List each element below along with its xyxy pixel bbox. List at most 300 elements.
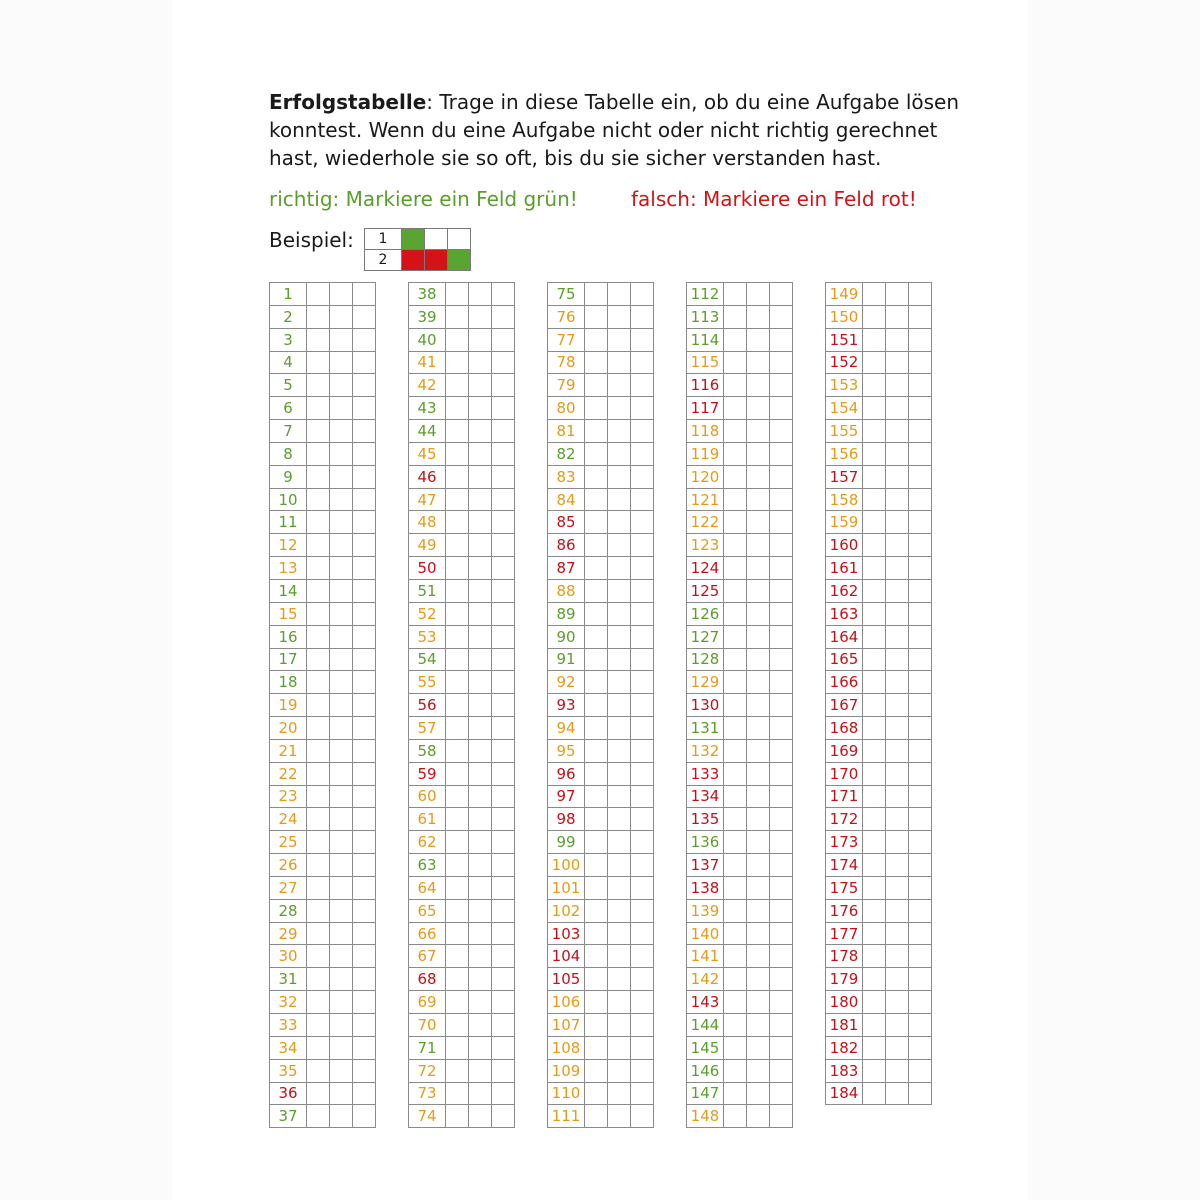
result-cell[interactable] (469, 511, 492, 534)
result-cell[interactable] (608, 328, 631, 351)
result-cell[interactable] (330, 1036, 353, 1059)
result-cell[interactable] (585, 648, 608, 671)
result-cell[interactable] (492, 351, 515, 374)
result-cell[interactable] (446, 899, 469, 922)
result-cell[interactable] (469, 420, 492, 443)
result-cell[interactable] (446, 1082, 469, 1105)
result-cell[interactable] (307, 579, 330, 602)
result-cell[interactable] (492, 831, 515, 854)
result-cell[interactable] (330, 442, 353, 465)
result-cell[interactable] (724, 648, 747, 671)
result-cell[interactable] (863, 534, 886, 557)
result-cell[interactable] (909, 1036, 932, 1059)
result-cell[interactable] (307, 899, 330, 922)
result-cell[interactable] (469, 488, 492, 511)
result-cell[interactable] (770, 717, 793, 740)
result-cell[interactable] (446, 625, 469, 648)
result-cell[interactable] (747, 876, 770, 899)
result-cell[interactable] (747, 968, 770, 991)
result-cell[interactable] (330, 351, 353, 374)
result-cell[interactable] (353, 785, 376, 808)
result-cell[interactable] (724, 305, 747, 328)
result-cell[interactable] (724, 397, 747, 420)
result-cell[interactable] (585, 1082, 608, 1105)
result-cell[interactable] (330, 785, 353, 808)
result-cell[interactable] (446, 876, 469, 899)
result-cell[interactable] (492, 762, 515, 785)
result-cell[interactable] (886, 602, 909, 625)
result-cell[interactable] (770, 671, 793, 694)
result-cell[interactable] (909, 465, 932, 488)
result-cell[interactable] (886, 717, 909, 740)
result-cell[interactable] (585, 305, 608, 328)
result-cell[interactable] (608, 1082, 631, 1105)
result-cell[interactable] (886, 625, 909, 648)
result-cell[interactable] (724, 762, 747, 785)
result-cell[interactable] (863, 1014, 886, 1037)
result-cell[interactable] (353, 557, 376, 580)
result-cell[interactable] (608, 420, 631, 443)
result-cell[interactable] (585, 602, 608, 625)
result-cell[interactable] (886, 328, 909, 351)
result-cell[interactable] (446, 420, 469, 443)
result-cell[interactable] (886, 762, 909, 785)
result-cell[interactable] (863, 442, 886, 465)
result-cell[interactable] (469, 785, 492, 808)
result-cell[interactable] (469, 739, 492, 762)
result-cell[interactable] (863, 785, 886, 808)
result-cell[interactable] (724, 534, 747, 557)
result-cell[interactable] (446, 602, 469, 625)
result-cell[interactable] (353, 922, 376, 945)
result-cell[interactable] (492, 305, 515, 328)
result-cell[interactable] (353, 945, 376, 968)
result-cell[interactable] (770, 465, 793, 488)
result-cell[interactable] (307, 1014, 330, 1037)
result-cell[interactable] (608, 922, 631, 945)
result-cell[interactable] (724, 831, 747, 854)
result-cell[interactable] (353, 739, 376, 762)
result-cell[interactable] (608, 534, 631, 557)
result-cell[interactable] (909, 442, 932, 465)
result-cell[interactable] (353, 374, 376, 397)
result-cell[interactable] (608, 648, 631, 671)
result-cell[interactable] (353, 899, 376, 922)
result-cell[interactable] (724, 442, 747, 465)
result-cell[interactable] (863, 717, 886, 740)
result-cell[interactable] (353, 876, 376, 899)
result-cell[interactable] (863, 854, 886, 877)
result-cell[interactable] (886, 739, 909, 762)
result-cell[interactable] (770, 968, 793, 991)
result-cell[interactable] (330, 876, 353, 899)
result-cell[interactable] (886, 283, 909, 306)
result-cell[interactable] (863, 420, 886, 443)
result-cell[interactable] (469, 374, 492, 397)
result-cell[interactable] (770, 374, 793, 397)
result-cell[interactable] (863, 945, 886, 968)
result-cell[interactable] (886, 374, 909, 397)
result-cell[interactable] (724, 1036, 747, 1059)
result-cell[interactable] (747, 534, 770, 557)
result-cell[interactable] (469, 1059, 492, 1082)
result-cell[interactable] (863, 648, 886, 671)
result-cell[interactable] (608, 717, 631, 740)
result-cell[interactable] (330, 602, 353, 625)
result-cell[interactable] (469, 625, 492, 648)
result-cell[interactable] (585, 579, 608, 602)
result-cell[interactable] (585, 351, 608, 374)
result-cell[interactable] (909, 397, 932, 420)
result-cell[interactable] (724, 739, 747, 762)
result-cell[interactable] (747, 762, 770, 785)
result-cell[interactable] (307, 557, 330, 580)
result-cell[interactable] (747, 374, 770, 397)
result-cell[interactable] (770, 534, 793, 557)
result-cell[interactable] (446, 1059, 469, 1082)
result-cell[interactable] (747, 625, 770, 648)
result-cell[interactable] (863, 671, 886, 694)
result-cell[interactable] (353, 671, 376, 694)
result-cell[interactable] (608, 1059, 631, 1082)
result-cell[interactable] (909, 602, 932, 625)
result-cell[interactable] (863, 808, 886, 831)
result-cell[interactable] (631, 351, 654, 374)
result-cell[interactable] (353, 351, 376, 374)
result-cell[interactable] (631, 831, 654, 854)
result-cell[interactable] (747, 739, 770, 762)
result-cell[interactable] (353, 717, 376, 740)
result-cell[interactable] (492, 968, 515, 991)
result-cell[interactable] (886, 899, 909, 922)
result-cell[interactable] (446, 305, 469, 328)
result-cell[interactable] (585, 808, 608, 831)
result-cell[interactable] (909, 945, 932, 968)
result-cell[interactable] (353, 694, 376, 717)
result-cell[interactable] (353, 831, 376, 854)
result-cell[interactable] (724, 283, 747, 306)
result-cell[interactable] (886, 945, 909, 968)
result-cell[interactable] (353, 420, 376, 443)
result-cell[interactable] (469, 762, 492, 785)
result-cell[interactable] (747, 899, 770, 922)
result-cell[interactable] (307, 876, 330, 899)
result-cell[interactable] (747, 854, 770, 877)
result-cell[interactable] (909, 899, 932, 922)
result-cell[interactable] (724, 922, 747, 945)
result-cell[interactable] (585, 831, 608, 854)
result-cell[interactable] (747, 420, 770, 443)
result-cell[interactable] (353, 465, 376, 488)
result-cell[interactable] (608, 1105, 631, 1128)
result-cell[interactable] (747, 602, 770, 625)
result-cell[interactable] (909, 283, 932, 306)
result-cell[interactable] (747, 1082, 770, 1105)
result-cell[interactable] (446, 1036, 469, 1059)
result-cell[interactable] (724, 717, 747, 740)
result-cell[interactable] (909, 785, 932, 808)
result-cell[interactable] (608, 899, 631, 922)
result-cell[interactable] (863, 876, 886, 899)
result-cell[interactable] (608, 351, 631, 374)
result-cell[interactable] (886, 579, 909, 602)
result-cell[interactable] (446, 739, 469, 762)
result-cell[interactable] (886, 351, 909, 374)
result-cell[interactable] (492, 1036, 515, 1059)
result-cell[interactable] (446, 442, 469, 465)
result-cell[interactable] (886, 488, 909, 511)
result-cell[interactable] (631, 397, 654, 420)
result-cell[interactable] (608, 625, 631, 648)
result-cell[interactable] (909, 1082, 932, 1105)
result-cell[interactable] (446, 648, 469, 671)
result-cell[interactable] (631, 762, 654, 785)
result-cell[interactable] (724, 968, 747, 991)
result-cell[interactable] (330, 694, 353, 717)
result-cell[interactable] (469, 397, 492, 420)
result-cell[interactable] (446, 1014, 469, 1037)
result-cell[interactable] (909, 305, 932, 328)
result-cell[interactable] (330, 557, 353, 580)
result-cell[interactable] (770, 420, 793, 443)
result-cell[interactable] (585, 534, 608, 557)
result-cell[interactable] (909, 739, 932, 762)
result-cell[interactable] (886, 1036, 909, 1059)
result-cell[interactable] (492, 397, 515, 420)
result-cell[interactable] (585, 442, 608, 465)
result-cell[interactable] (747, 694, 770, 717)
result-cell[interactable] (307, 351, 330, 374)
result-cell[interactable] (770, 808, 793, 831)
result-cell[interactable] (446, 854, 469, 877)
result-cell[interactable] (863, 625, 886, 648)
result-cell[interactable] (446, 511, 469, 534)
result-cell[interactable] (747, 465, 770, 488)
result-cell[interactable] (724, 351, 747, 374)
result-cell[interactable] (724, 1014, 747, 1037)
result-cell[interactable] (353, 1105, 376, 1128)
result-cell[interactable] (608, 465, 631, 488)
result-cell[interactable] (446, 465, 469, 488)
result-cell[interactable] (863, 1059, 886, 1082)
result-cell[interactable] (770, 283, 793, 306)
result-cell[interactable] (330, 465, 353, 488)
result-cell[interactable] (747, 648, 770, 671)
result-cell[interactable] (353, 397, 376, 420)
result-cell[interactable] (863, 1036, 886, 1059)
result-cell[interactable] (307, 717, 330, 740)
result-cell[interactable] (770, 1036, 793, 1059)
result-cell[interactable] (446, 785, 469, 808)
result-cell[interactable] (631, 876, 654, 899)
result-cell[interactable] (585, 899, 608, 922)
result-cell[interactable] (307, 602, 330, 625)
result-cell[interactable] (631, 305, 654, 328)
result-cell[interactable] (307, 922, 330, 945)
result-cell[interactable] (863, 351, 886, 374)
result-cell[interactable] (770, 625, 793, 648)
result-cell[interactable] (585, 374, 608, 397)
result-cell[interactable] (770, 1105, 793, 1128)
result-cell[interactable] (631, 1014, 654, 1037)
result-cell[interactable] (608, 488, 631, 511)
result-cell[interactable] (863, 1082, 886, 1105)
result-cell[interactable] (631, 671, 654, 694)
result-cell[interactable] (492, 579, 515, 602)
result-cell[interactable] (353, 762, 376, 785)
result-cell[interactable] (770, 648, 793, 671)
result-cell[interactable] (724, 579, 747, 602)
result-cell[interactable] (330, 305, 353, 328)
result-cell[interactable] (307, 1059, 330, 1082)
result-cell[interactable] (585, 1014, 608, 1037)
result-cell[interactable] (608, 762, 631, 785)
result-cell[interactable] (353, 808, 376, 831)
result-cell[interactable] (492, 1105, 515, 1128)
result-cell[interactable] (909, 922, 932, 945)
result-cell[interactable] (863, 922, 886, 945)
result-cell[interactable] (469, 1036, 492, 1059)
result-cell[interactable] (886, 648, 909, 671)
result-cell[interactable] (446, 1105, 469, 1128)
result-cell[interactable] (631, 557, 654, 580)
result-cell[interactable] (863, 968, 886, 991)
result-cell[interactable] (585, 328, 608, 351)
result-cell[interactable] (886, 442, 909, 465)
result-cell[interactable] (863, 739, 886, 762)
result-cell[interactable] (631, 968, 654, 991)
result-cell[interactable] (307, 465, 330, 488)
result-cell[interactable] (585, 511, 608, 534)
result-cell[interactable] (886, 922, 909, 945)
result-cell[interactable] (492, 374, 515, 397)
result-cell[interactable] (330, 283, 353, 306)
result-cell[interactable] (330, 374, 353, 397)
result-cell[interactable] (724, 488, 747, 511)
result-cell[interactable] (631, 717, 654, 740)
result-cell[interactable] (747, 1036, 770, 1059)
result-cell[interactable] (863, 762, 886, 785)
result-cell[interactable] (469, 694, 492, 717)
result-cell[interactable] (608, 785, 631, 808)
result-cell[interactable] (631, 922, 654, 945)
result-cell[interactable] (909, 420, 932, 443)
result-cell[interactable] (492, 488, 515, 511)
result-cell[interactable] (492, 876, 515, 899)
result-cell[interactable] (492, 328, 515, 351)
result-cell[interactable] (631, 283, 654, 306)
result-cell[interactable] (353, 488, 376, 511)
result-cell[interactable] (330, 671, 353, 694)
result-cell[interactable] (446, 831, 469, 854)
result-cell[interactable] (307, 328, 330, 351)
result-cell[interactable] (747, 717, 770, 740)
result-cell[interactable] (307, 625, 330, 648)
result-cell[interactable] (886, 991, 909, 1014)
result-cell[interactable] (886, 968, 909, 991)
result-cell[interactable] (492, 534, 515, 557)
result-cell[interactable] (631, 602, 654, 625)
result-cell[interactable] (330, 579, 353, 602)
result-cell[interactable] (608, 557, 631, 580)
result-cell[interactable] (446, 328, 469, 351)
result-cell[interactable] (863, 488, 886, 511)
result-cell[interactable] (469, 854, 492, 877)
result-cell[interactable] (909, 488, 932, 511)
result-cell[interactable] (585, 968, 608, 991)
result-cell[interactable] (446, 374, 469, 397)
result-cell[interactable] (330, 717, 353, 740)
result-cell[interactable] (307, 397, 330, 420)
result-cell[interactable] (909, 1014, 932, 1037)
result-cell[interactable] (747, 671, 770, 694)
result-cell[interactable] (886, 854, 909, 877)
result-cell[interactable] (492, 420, 515, 443)
result-cell[interactable] (770, 397, 793, 420)
result-cell[interactable] (469, 671, 492, 694)
result-cell[interactable] (863, 465, 886, 488)
result-cell[interactable] (307, 420, 330, 443)
result-cell[interactable] (863, 602, 886, 625)
result-cell[interactable] (909, 968, 932, 991)
result-cell[interactable] (909, 717, 932, 740)
result-cell[interactable] (469, 351, 492, 374)
result-cell[interactable] (469, 876, 492, 899)
result-cell[interactable] (492, 922, 515, 945)
result-cell[interactable] (724, 465, 747, 488)
result-cell[interactable] (353, 854, 376, 877)
result-cell[interactable] (863, 397, 886, 420)
result-cell[interactable] (353, 1036, 376, 1059)
result-cell[interactable] (747, 397, 770, 420)
result-cell[interactable] (724, 420, 747, 443)
result-cell[interactable] (747, 557, 770, 580)
result-cell[interactable] (330, 739, 353, 762)
result-cell[interactable] (724, 1082, 747, 1105)
result-cell[interactable] (608, 397, 631, 420)
result-cell[interactable] (353, 442, 376, 465)
result-cell[interactable] (330, 534, 353, 557)
result-cell[interactable] (307, 854, 330, 877)
result-cell[interactable] (585, 785, 608, 808)
result-cell[interactable] (353, 534, 376, 557)
result-cell[interactable] (307, 1105, 330, 1128)
result-cell[interactable] (886, 557, 909, 580)
result-cell[interactable] (747, 785, 770, 808)
result-cell[interactable] (353, 602, 376, 625)
result-cell[interactable] (724, 602, 747, 625)
result-cell[interactable] (585, 1059, 608, 1082)
result-cell[interactable] (469, 808, 492, 831)
result-cell[interactable] (770, 1082, 793, 1105)
result-cell[interactable] (886, 511, 909, 534)
result-cell[interactable] (608, 511, 631, 534)
result-cell[interactable] (863, 305, 886, 328)
result-cell[interactable] (307, 945, 330, 968)
result-cell[interactable] (585, 283, 608, 306)
result-cell[interactable] (886, 305, 909, 328)
result-cell[interactable] (585, 557, 608, 580)
result-cell[interactable] (353, 328, 376, 351)
result-cell[interactable] (770, 1059, 793, 1082)
result-cell[interactable] (863, 328, 886, 351)
result-cell[interactable] (469, 945, 492, 968)
result-cell[interactable] (446, 557, 469, 580)
result-cell[interactable] (909, 854, 932, 877)
result-cell[interactable] (585, 1105, 608, 1128)
result-cell[interactable] (307, 442, 330, 465)
result-cell[interactable] (770, 328, 793, 351)
